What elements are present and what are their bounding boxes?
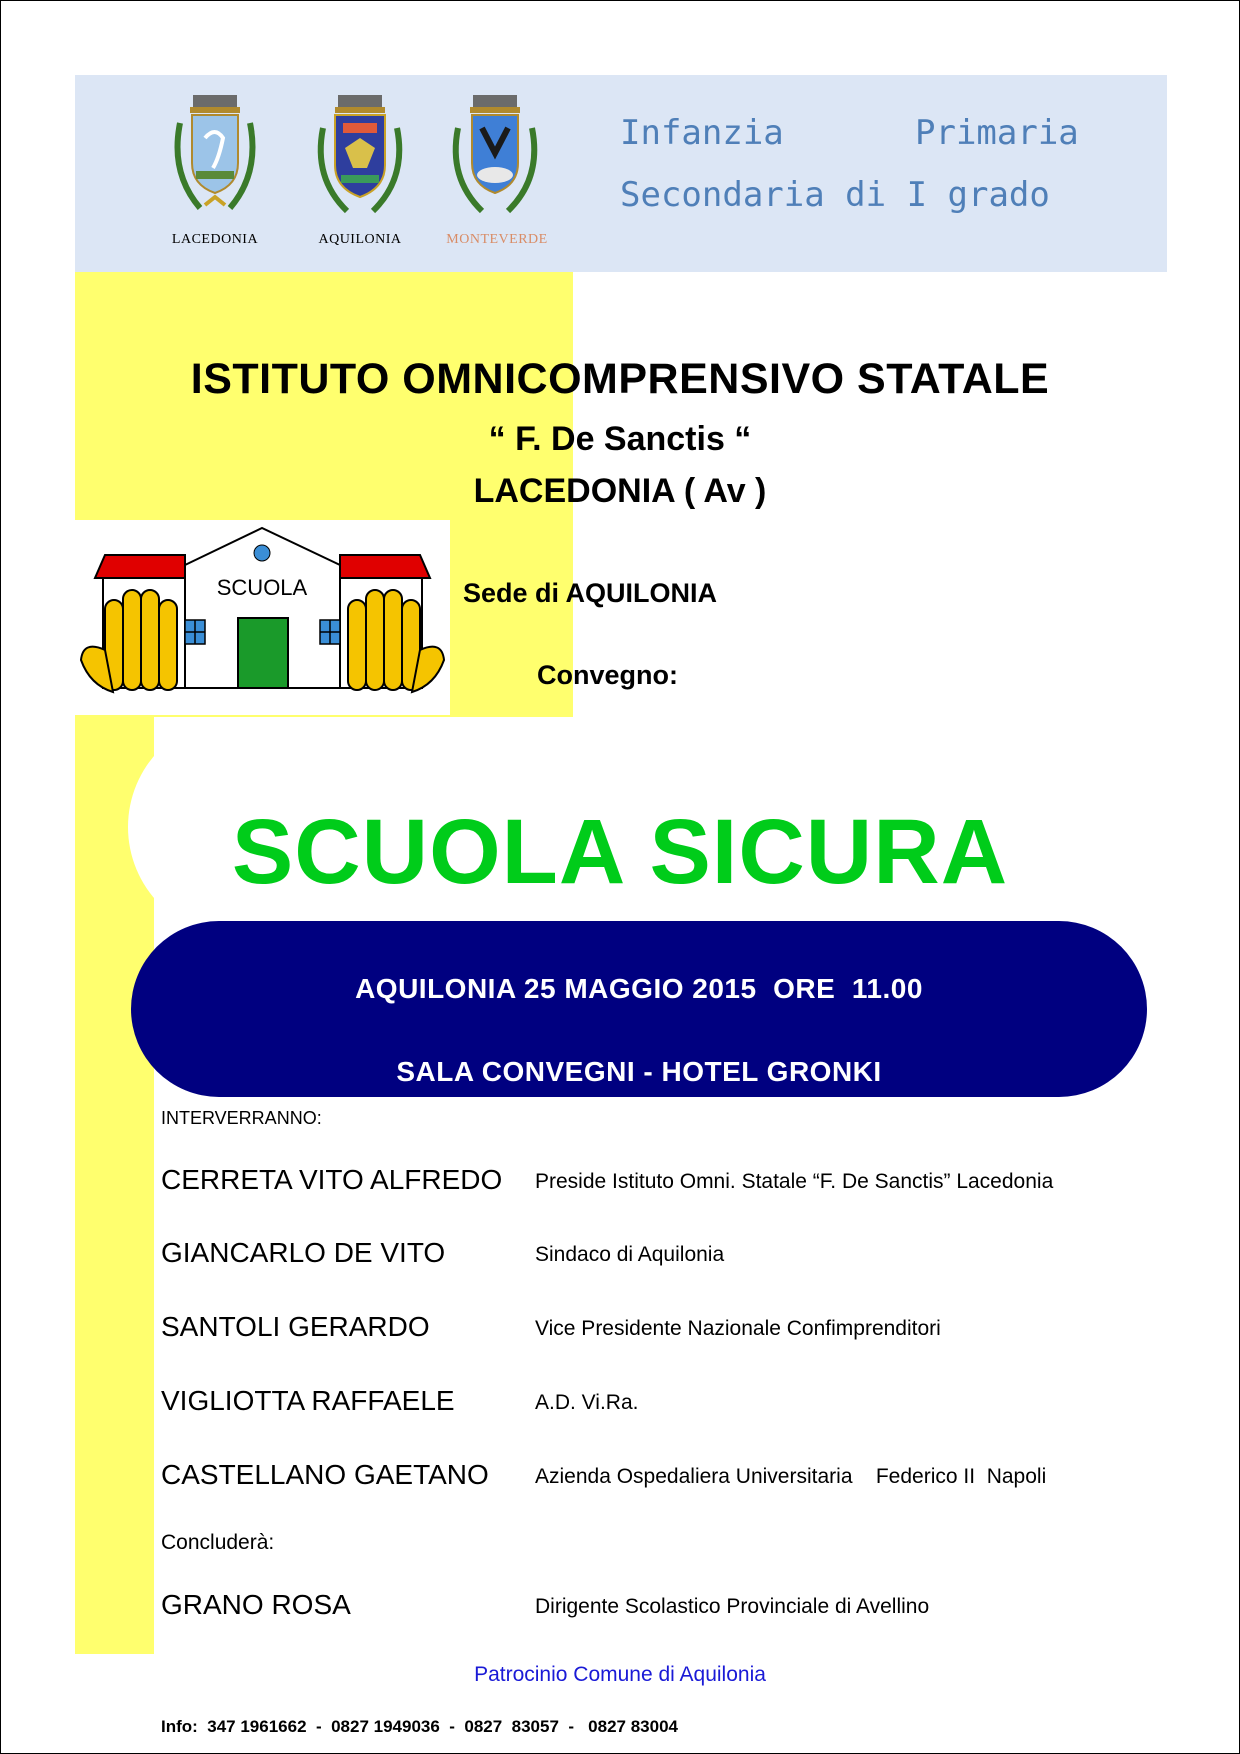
event-date-time: AQUILONIA 25 MAGGIO 2015 ORE 11.00 xyxy=(355,973,923,1004)
school-logo xyxy=(75,520,450,715)
institute-title: ISTITUTO OMNICOMPRENSIVO STATALE xyxy=(190,355,1050,403)
level-primaria: Primaria xyxy=(915,113,1079,153)
contact-info: Info: 347 1961662 - 0827 1949036 - 0827 83057 - 0827 83004 xyxy=(161,1717,678,1736)
crest-label-lacedonia: LACEDONIA xyxy=(171,232,259,247)
event-type: Convegno: xyxy=(537,660,678,690)
aquilonia-crest-icon xyxy=(305,93,415,223)
closing-speaker-role: Dirigente Scolastico Provinciale di Avellino xyxy=(535,1595,930,1618)
header-banner xyxy=(75,75,1167,272)
crest-label-monteverde: MONTEVERDE xyxy=(446,232,548,247)
speaker-role: Preside Istituto Omni. Statale “F. De Sanctis” Lacedonia xyxy=(535,1170,1054,1193)
speaker-role: Vice Presidente Nazionale Confimprenditori xyxy=(535,1317,941,1340)
closing-speaker-name: GRANO ROSA xyxy=(161,1589,351,1620)
speaker-name: CERRETA VITO ALFREDO xyxy=(161,1164,503,1195)
school-building-icon xyxy=(75,520,450,715)
speaker-role: A.D. Vi.Ra. xyxy=(535,1391,639,1414)
patronage-note: Patrocinio Comune di Aquilonia xyxy=(474,1663,766,1686)
event-title: SCUOLA SICURA xyxy=(231,801,1009,903)
speaker-name: VIGLIOTTA RAFFAELE xyxy=(161,1385,455,1416)
institute-location: LACEDONIA ( Av ) xyxy=(473,472,767,510)
lacedonia-crest-icon xyxy=(160,93,270,223)
speaker-role: Azienda Ospedaliera Universitaria Federico II Napoli xyxy=(535,1465,1047,1488)
event-place: SALA CONVEGNI - HOTEL GRONKI xyxy=(396,1056,882,1087)
speaker-name: SANTOLI GERARDO xyxy=(161,1311,430,1342)
school-sign-text: SCUOLA xyxy=(216,575,308,600)
level-infanzia: Infanzia xyxy=(620,113,784,153)
level-secondaria: Secondaria di I grado xyxy=(620,175,1050,215)
speaker-name: CASTELLANO GAETANO xyxy=(161,1459,489,1490)
monteverde-crest-icon xyxy=(440,93,550,223)
speaker-role: Sindaco di Aquilonia xyxy=(535,1243,725,1266)
speakers-label: INTERVERRANNO: xyxy=(161,1108,322,1128)
closing-label: Concluderà: xyxy=(161,1531,275,1554)
event-details-pill xyxy=(131,921,1147,1097)
speaker-name: GIANCARLO DE VITO xyxy=(161,1237,446,1268)
venue-site: Sede di AQUILONIA xyxy=(463,578,718,608)
institute-named-after: “ F. De Sanctis “ xyxy=(488,420,752,458)
crest-label-aquilonia: AQUILONIA xyxy=(318,232,402,247)
